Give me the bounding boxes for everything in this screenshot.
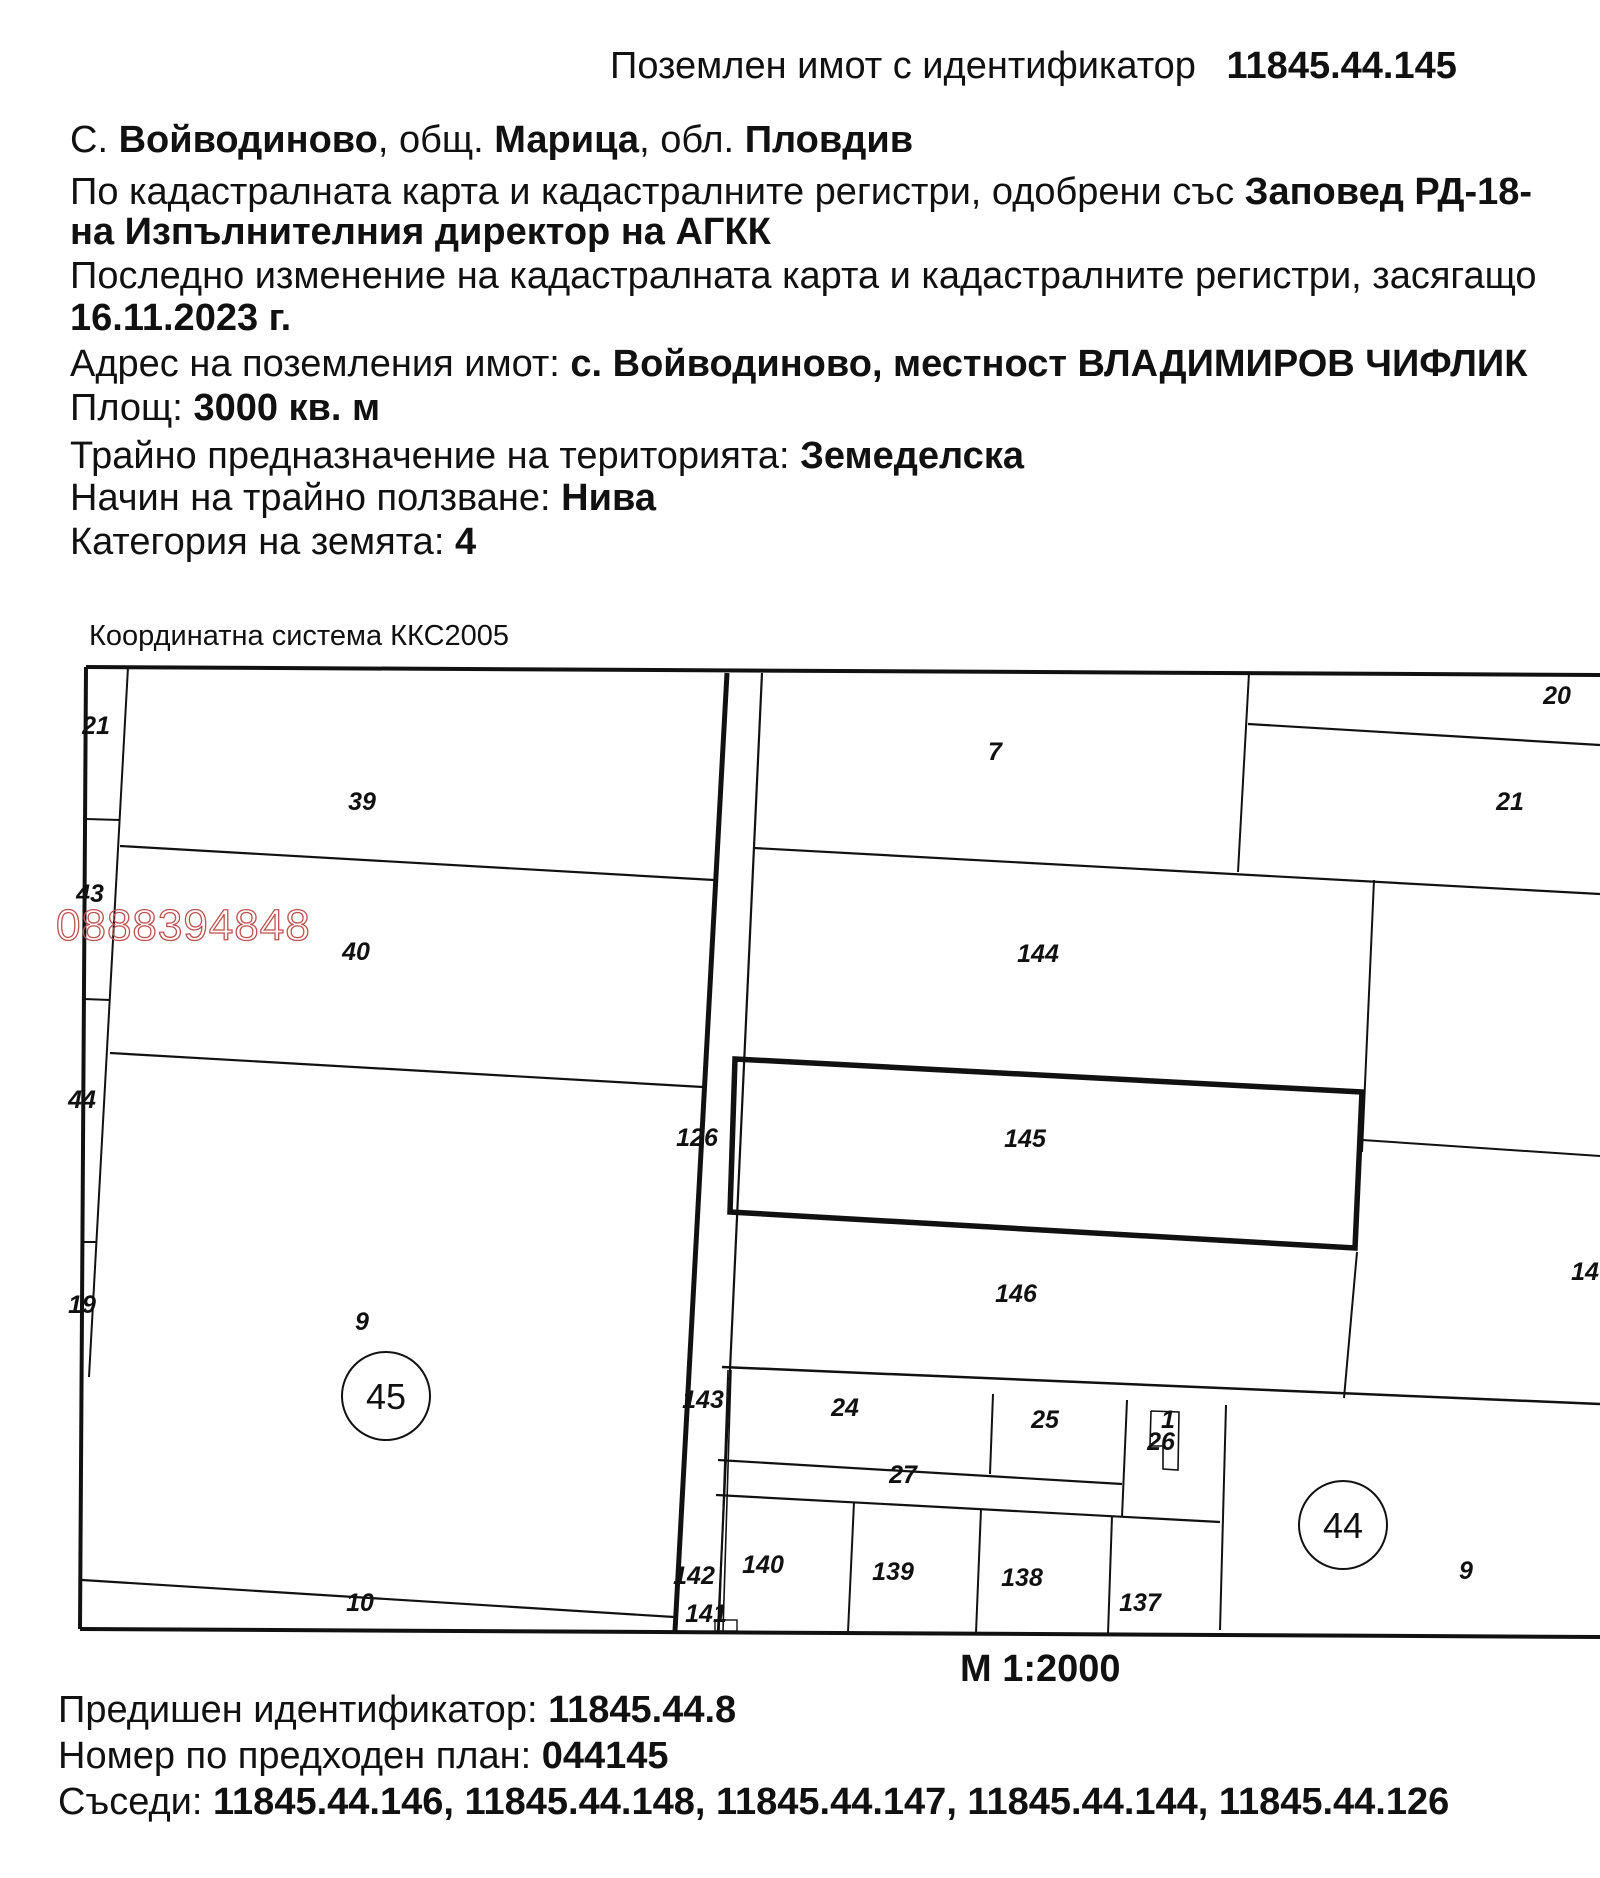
- parcel-label-145: 145: [1004, 1125, 1046, 1153]
- previous-identifier-value: 11845.44.8: [548, 1689, 737, 1731]
- parcel-label-10: 10: [346, 1589, 374, 1617]
- previous-plan-value: 044145: [541, 1735, 669, 1777]
- cadastral-area-labels: [366, 1376, 1363, 1546]
- municipality-name: Марица: [494, 119, 640, 161]
- parcel-label-39: 39: [348, 788, 376, 816]
- last-change-date: 16.11.2023 г.: [70, 297, 292, 339]
- previous-plan-line: [58, 1734, 669, 1778]
- parcel-label-139: 139: [872, 1558, 914, 1586]
- parcel-label-142: 142: [673, 1562, 715, 1590]
- parcel-label-24: 24: [831, 1394, 859, 1422]
- parcel-label-9: 9: [1459, 1557, 1473, 1585]
- approval-authority: на Изпълнителния директор на АГКК: [70, 211, 771, 253]
- area-value: 3000 кв. м: [193, 387, 381, 429]
- parcel-label-19: 19: [68, 1291, 96, 1319]
- neighbors-value: 11845.44.146, 11845.44.148, 11845.44.147, 11845.44.144, 11845.44.126: [213, 1781, 1450, 1823]
- last-change-text: Последно изменение на кадастралната карта и кадастралните регистри, засягащо: [70, 255, 1537, 297]
- usage-label: Начин на трайно ползване:: [70, 477, 551, 519]
- neighbors-line: [58, 1780, 1449, 1824]
- address-label: Адрес на поземления имот:: [70, 343, 560, 385]
- parcel-label-9: 9: [355, 1308, 369, 1336]
- category-value: 4: [454, 521, 477, 563]
- parcel-label-140: 140: [742, 1551, 784, 1579]
- village-prefix: С.: [70, 119, 108, 161]
- municipality-prefix: , общ.: [377, 119, 484, 161]
- parcel-label-146: 146: [995, 1280, 1037, 1308]
- parcel-label-141: 141: [685, 1600, 727, 1628]
- parcel-label-7: 7: [988, 738, 1002, 766]
- previous-plan-label: Номер по предходен план:: [58, 1735, 532, 1777]
- parcel-labels: [67, 682, 1599, 1628]
- coordinate-system-label: Координатна система ККС2005: [89, 620, 510, 652]
- cadastral-area-label-45: 45: [365, 1376, 407, 1417]
- phone-watermark: 0888394848: [56, 901, 311, 950]
- parcel-label-26: 26: [1147, 1428, 1175, 1456]
- parcel-label-1: 1: [1161, 1406, 1175, 1434]
- category-label: Категория на земята:: [70, 521, 445, 563]
- parcel-label-21: 21: [82, 712, 110, 740]
- map-scale: М 1:2000: [960, 1648, 1121, 1690]
- usage-value: Нива: [561, 477, 656, 519]
- parcel-label-144: 144: [1017, 940, 1059, 968]
- approval-order: Заповед РД-18-: [1244, 171, 1533, 213]
- cadastral-area-label-44: 44: [1322, 1505, 1364, 1546]
- area-label: Площ:: [70, 387, 183, 429]
- parcel-label-138: 138: [1001, 1564, 1043, 1592]
- parcel-label-44: 44: [68, 1086, 96, 1114]
- parcel-label-126: 126: [676, 1124, 718, 1152]
- purpose-value: Земеделска: [800, 435, 1024, 477]
- previous-identifier-label: Предишен идентификатор:: [58, 1689, 538, 1731]
- parcel-label-27: 27: [889, 1461, 917, 1489]
- title-label: Поземлен имот с идентификатор: [610, 45, 1196, 87]
- parcel-label-137: 137: [1119, 1589, 1161, 1617]
- parcel-label-21: 21: [1496, 788, 1524, 816]
- property-identifier: 11845.44.145: [1226, 45, 1457, 87]
- parcel-label-14: 14: [1571, 1258, 1599, 1286]
- parcel-label-43: 43: [76, 880, 104, 908]
- parcel-label-143: 143: [682, 1386, 724, 1414]
- village-name: Войводиново: [118, 119, 378, 161]
- region-name: Пловдив: [744, 119, 914, 161]
- parcel-label-25: 25: [1031, 1406, 1059, 1434]
- highlighted-parcel-145: [730, 1059, 1362, 1248]
- neighbors-label: Съседи:: [58, 1781, 203, 1823]
- address-value: с. Войводиново, местност ВЛАДИМИРОВ ЧИФЛИК: [570, 343, 1528, 385]
- parcel-label-40: 40: [342, 938, 370, 966]
- parcel-boundaries: [80, 667, 1600, 1637]
- region-prefix: , обл.: [639, 119, 735, 161]
- approval-text: По кадастралната карта и кадастралните регистри, одобрени със: [70, 171, 1235, 213]
- purpose-label: Трайно предназначение на територията:: [70, 435, 790, 477]
- previous-identifier-line: [58, 1688, 736, 1732]
- parcel-label-20: 20: [1543, 682, 1571, 710]
